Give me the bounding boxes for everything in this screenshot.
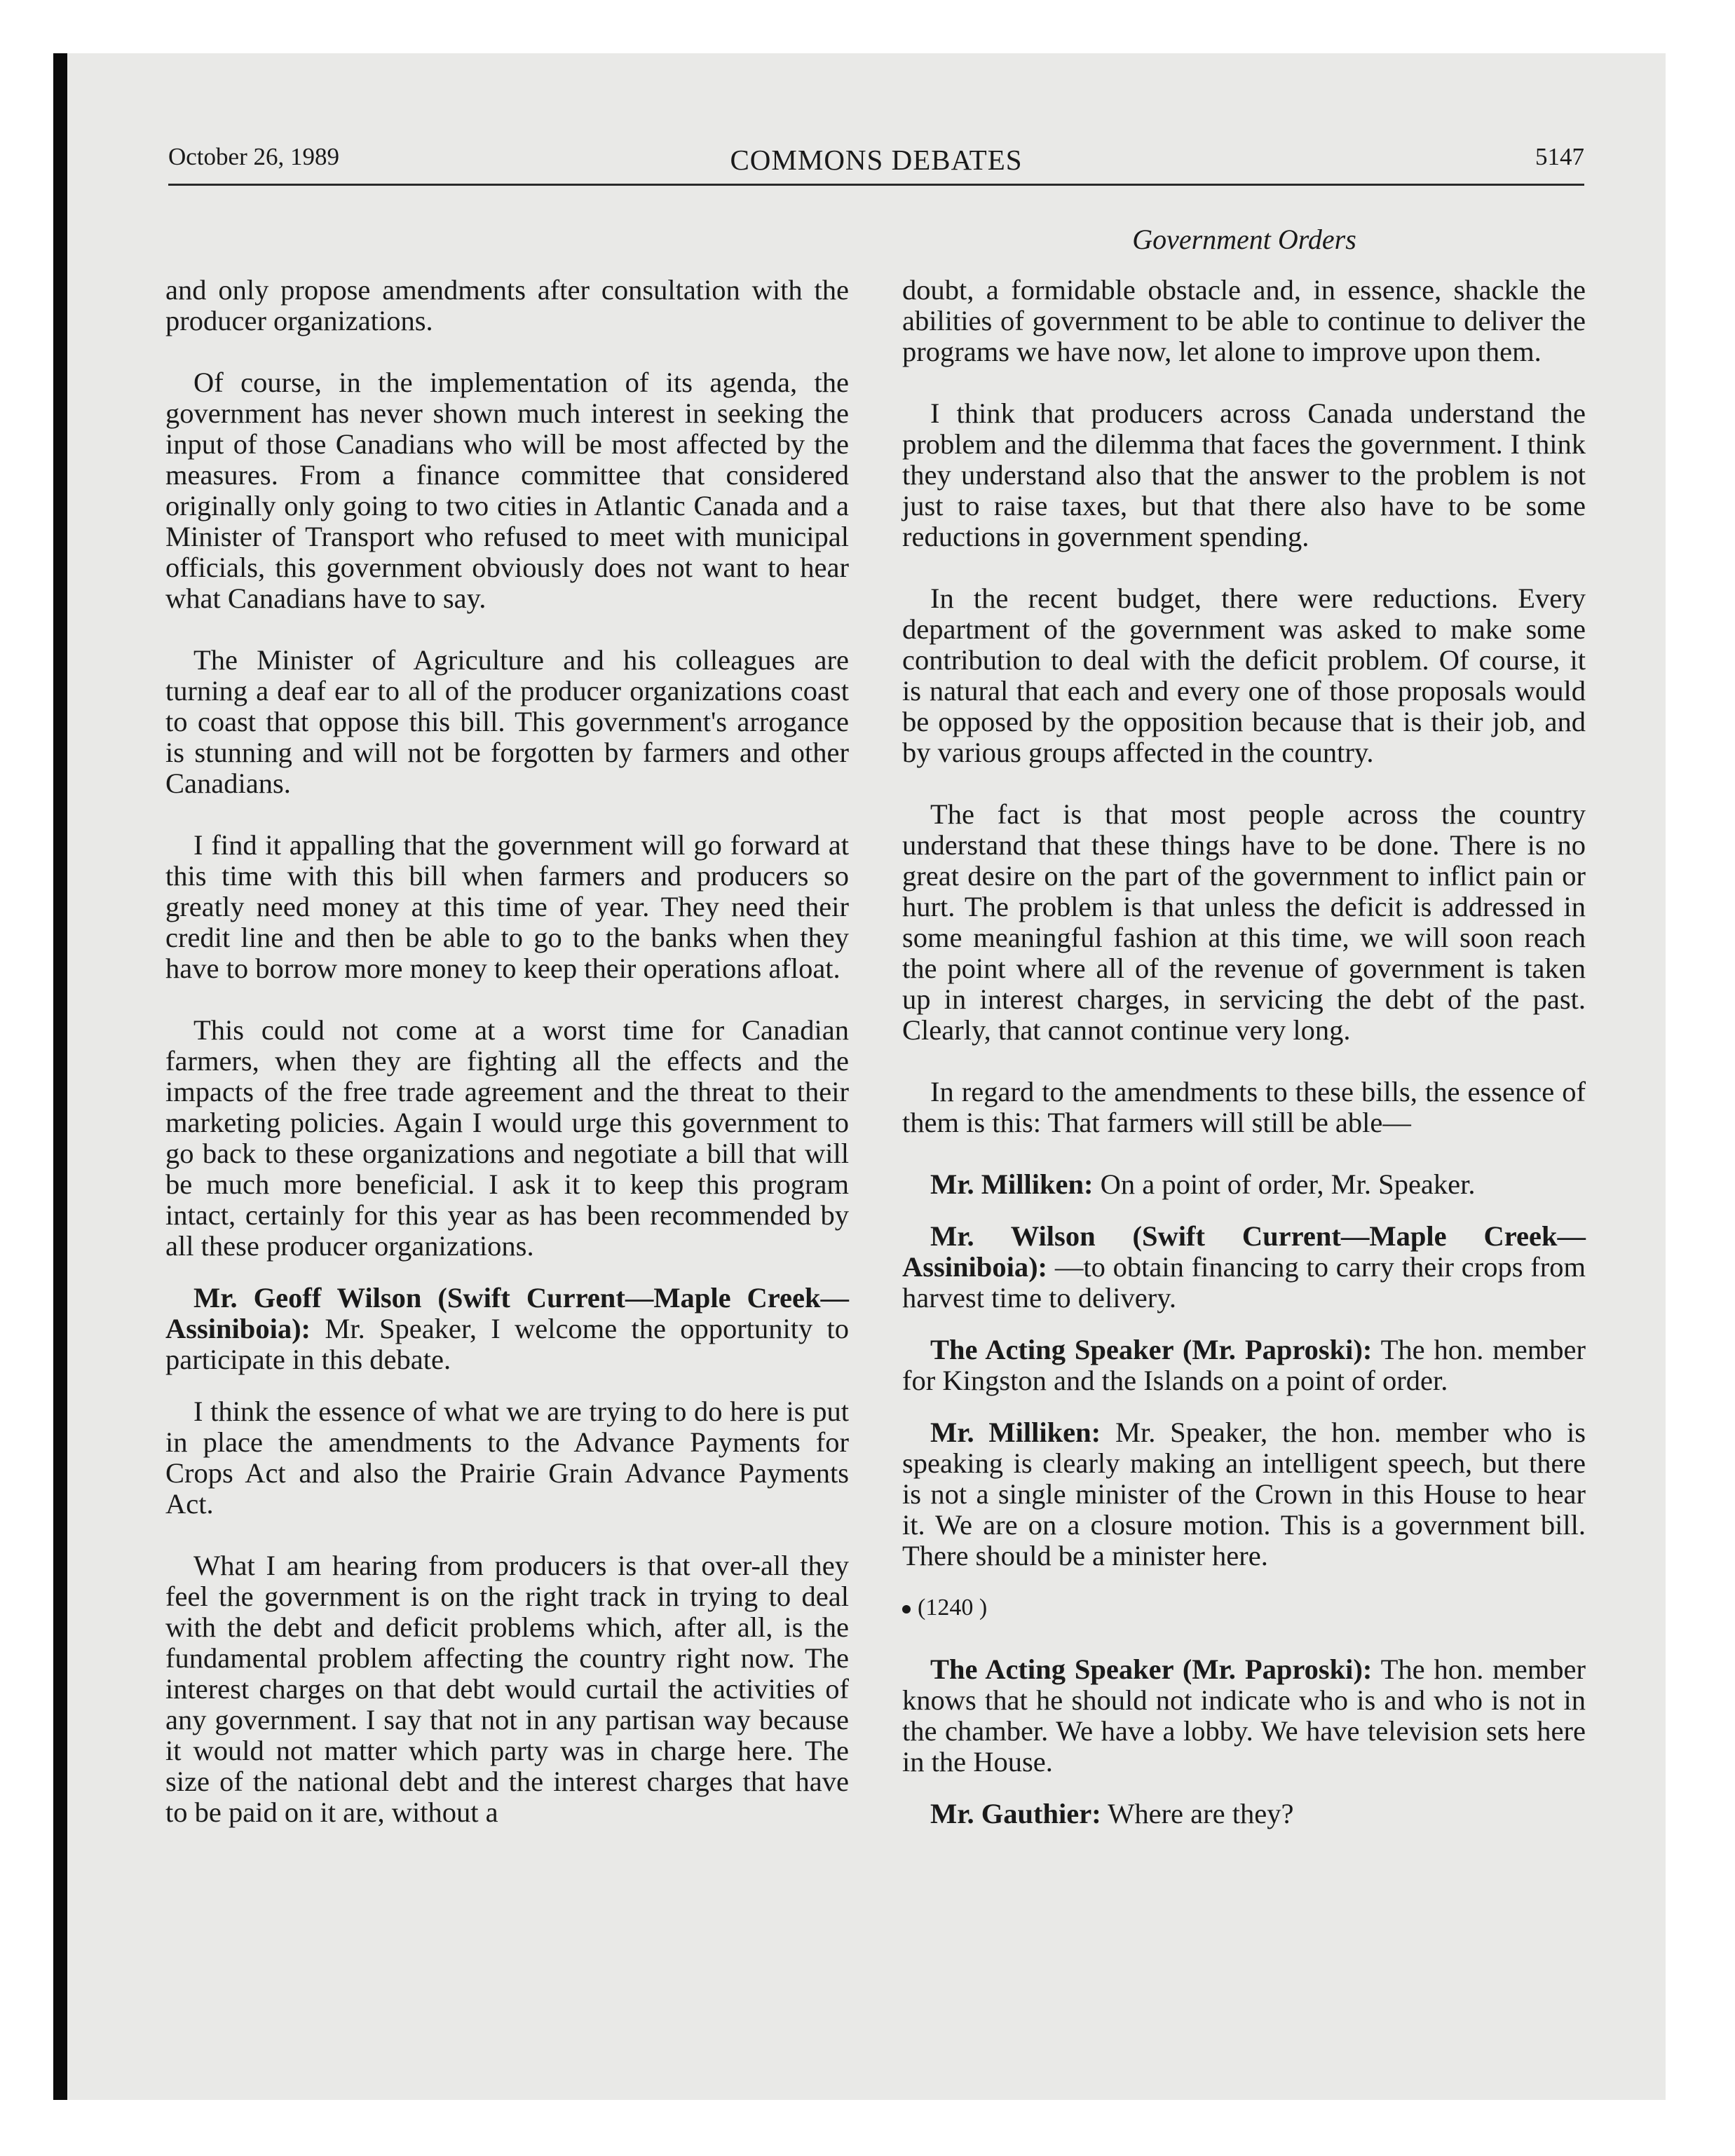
binding-edge [53,53,67,2100]
right-speech-milliken-2 [902,1417,1586,1571]
speech-text: The hon. member for Kingston and the Islands on a point of order. [902,1334,1586,1396]
speech-text: Mr. Speaker, I welcome the opportunity to participate in this debate. [165,1313,849,1375]
speaker-name: Mr. Gauthier: [930,1798,1101,1829]
right-paragraph-5: In regard to the amendments to these bills, the essence of them is this: That farmers will still be able— [902,1076,1586,1138]
right-speech-acting-speaker-2 [902,1654,1586,1778]
speaker-name: Mr. Geoff Wilson (Swift Current—Maple Creek—Assiniboia): [165,1282,849,1344]
speech-text: —to obtain financing to carry their crops from harvest time to delivery. [902,1251,1586,1314]
speech-text: Where are they? [1101,1798,1294,1829]
left-speech-wilson [165,1283,849,1375]
time-marker-text: (1240 ) [918,1595,988,1621]
header-title: COMMONS DEBATES [730,144,1023,176]
speaker-name: Mr. Wilson (Swift Current—Maple Creek—Assiniboia): [902,1220,1586,1283]
left-paragraph-5: This could not come at a worst time for Canadian farmers, when they are fighting all the effects and the impacts of the free trade agreement and the threat to their marketing policies. Again I would urge this government to go back to these organizations and negotiate a bill that will be much more beneficial. I ask it to keep this program intact, certainly for this year as has been recommended by all these producer organizations. [165,1014,849,1262]
bullet-icon [902,1605,911,1613]
speech-text: On a point of order, Mr. Speaker. [1093,1168,1476,1200]
left-paragraph-3: The Minister of Agriculture and his colleagues are turning a deaf ear to all of the producer organizations coast to coast that oppose this bill. This government's arrogance is stunning and will not be forgotten by farmers and other Canadians. [165,644,849,799]
speaker-name: The Acting Speaker (Mr. Paproski): [930,1334,1373,1365]
right-speech-acting-speaker-1 [902,1335,1586,1396]
speech-text: The hon. member knows that he should not indicate who is and who is not in the chamber. We have a lobby. We have television sets here in the House. [902,1653,1586,1778]
left-paragraph-8: What I am hearing from producers is that over-all they feel the government is on the right track in trying to deal with the debt and deficit problems which, after all, is the fundamental problem affecting the country right now. The interest charges on that debt would curtail the activities of any government. I say that not in any partisan way because it would not matter which party was in charge here. The size of the national debt and the interest charges that have to be paid on it are, without a [165,1550,849,1828]
speaker-name: Mr. Milliken: [930,1417,1101,1448]
left-paragraph-7: I think the essence of what we are trying to do here is put in place the amendments to the Advance Payments for Crops Act and also the Prairie Grain Advance Payments Act. [165,1396,849,1520]
header-date: October 26, 1989 [168,143,339,170]
time-marker [902,1592,1586,1623]
right-speech-wilson [902,1221,1586,1314]
speech-text: Mr. Speaker, the hon. member who is speaking is clearly making an intelligent speech, but there is not a single minister of the Crown in this House to hear it. We are on a closure motion. This is a government bill. There should be a minister here. [902,1417,1586,1571]
speaker-name: The Acting Speaker (Mr. Paproski): [930,1653,1373,1685]
right-paragraph-4: The fact is that most people across the country understand that these things have to be done. There is no great desire on the part of the government to inflict pain or hurt. The problem is that unless the deficit is addressed in some meaningful fashion at this time, we will soon reach the point where all of the revenue of government is taken up in interest charges, in servicing the debt of the past. Clearly, that cannot continue very long. [902,798,1586,1046]
right-paragraph-3: In the recent budget, there were reductions. Every department of the government was asked to make some contribution to deal with the deficit problem. Of course, it is natural that each and every one of those proposals would be opposed by the opposition because that is their job, and by various groups affected in the country. [902,582,1586,768]
right-speech-gauthier [902,1799,1586,1829]
section-heading: Government Orders [1132,224,1356,255]
left-column [165,275,849,1859]
left-paragraph-4: I find it appalling that the government will go forward at this time with this bill when farmers and producers so greatly need money at this time of year. They need their credit line and then be able to go to the banks when they have to borrow more money to keep their operations afloat. [165,829,849,984]
header-page-number: 5147 [1535,143,1584,170]
speaker-name: Mr. Milliken: [930,1168,1094,1200]
running-header [168,140,1584,182]
header-rule [168,184,1584,186]
right-paragraph-1: doubt, a formidable obstacle and, in essence, shackle the abilities of government to be able to continue to deliver the programs we have now, let alone to improve upon them. [902,274,1586,367]
left-paragraph-1: and only propose amendments after consultation with the producer organizations. [165,274,849,336]
right-paragraph-2: I think that producers across Canada understand the problem and the dilemma that faces the government. I think they understand also that the answer to the problem is not just to raise taxes, but that there also have to be some reductions in government spending. [902,397,1586,552]
right-speech-milliken-1 [902,1169,1586,1200]
left-paragraph-2: Of course, in the implementation of its agenda, the government has never shown much interest in seeking the input of those Canadians who will be most affected by the measures. From a finance committee that considered originally only going to two cities in Atlantic Canada and a Minister of Transport who refused to meet with municipal officials, this government obviously does not want to hear what Canadians have to say. [165,367,849,614]
right-column [902,275,1586,1850]
